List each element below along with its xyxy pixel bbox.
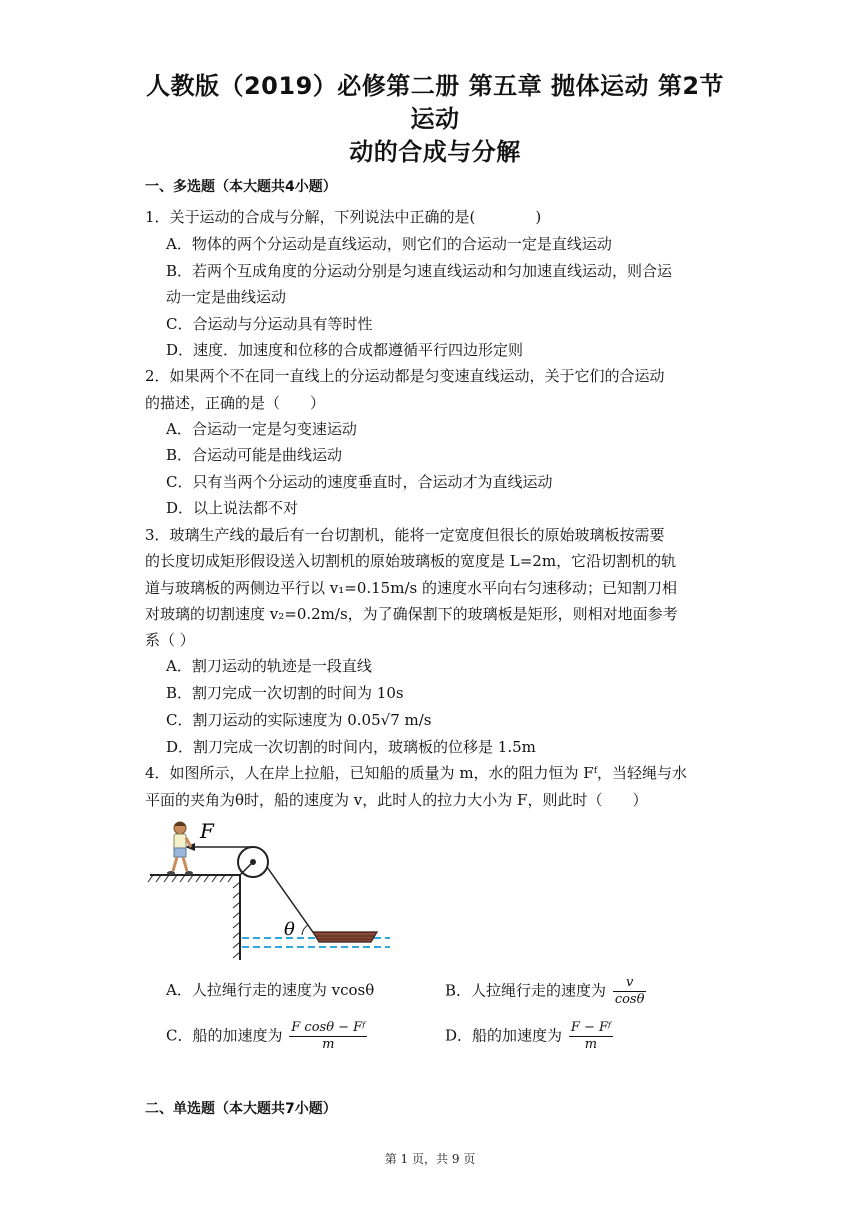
title-line-2: 动的合成与分解 xyxy=(349,138,521,166)
page-footer: 第 1 页，共 9 页 xyxy=(384,1152,476,1166)
angle-arc xyxy=(302,925,308,935)
q4-option-c-text: C．船的加速度为 xyxy=(166,1026,283,1045)
q1-option-d: D．速度．加速度和位移的合成都遵循平行四边形定则 xyxy=(166,341,524,359)
q4-option-b-fraction xyxy=(613,975,647,1008)
q3-option-d: D．割刀完成一次切割的时间内，玻璃板的位移是 1.5m xyxy=(166,738,536,756)
q1-option-c: C．合运动与分运动具有等时性 xyxy=(166,315,373,333)
q1-option-b: B．若两个互成角度的分运动分别是匀速直线运动和匀加速直线运动，则合运 xyxy=(166,262,673,280)
title-line-1: 人教版（2019）必修第二册 第五章 抛体运动 第2节 运动 xyxy=(145,72,725,133)
q1-stem: 1．关于运动的合成与分解，下列说法中正确的是( ) xyxy=(145,208,542,226)
q4-stem: 4．如图所示，人在岸上拉船，已知船的质量为 m，水的阻力恒为 Fᶠ，当轻绳与水 xyxy=(145,764,688,782)
force-label: F xyxy=(200,819,214,843)
q4-option-d-text: D．船的加速度为 xyxy=(445,1026,563,1045)
section-heading-multi-choice: 一、多选题（本大题共4小题） xyxy=(145,179,337,195)
q3-option-b: B．割刀完成一次切割的时间为 10s xyxy=(166,684,404,702)
q3-stem-2: 的长度切成矩形假设送入切割机的原始玻璃板的宽度是 L=2m，它沿切割机的轨 xyxy=(145,552,677,570)
q4-option-d-fraction xyxy=(569,1020,613,1053)
q2-option-c: C．只有当两个分运动的速度垂直时，合运动才为直线运动 xyxy=(166,473,553,491)
q4-option-b-text: B．人拉绳行走的速度为 xyxy=(445,981,607,1000)
boat xyxy=(313,932,377,942)
pulley-axle xyxy=(250,859,256,865)
q4-option-c-denominator: m xyxy=(322,1037,335,1052)
q4-option-c-numerator: F cosθ − Fᶠ xyxy=(291,1020,366,1035)
q1-option-b-cont: 动一定是曲线运动 xyxy=(166,288,287,306)
q2-option-d: D．以上说法都不对 xyxy=(166,499,299,517)
q4-option-d-numerator: F − Fᶠ xyxy=(570,1020,612,1035)
q4-option-d xyxy=(445,1020,613,1053)
q4-option-a: A．人拉绳行走的速度为 vcosθ xyxy=(166,981,375,999)
theta-label: θ xyxy=(284,919,295,940)
q2-stem-cont: 的描述，正确的是（ ） xyxy=(145,394,326,412)
q2-stem: 2．如果两个不在同一直线上的分运动都是匀变速直线运动，关于它们的合运动 xyxy=(145,367,665,385)
q3-stem: 3．玻璃生产线的最后有一台切割机，能将一定宽度但很长的原始玻璃板按需要 xyxy=(145,526,665,544)
wall-hatch xyxy=(233,875,240,960)
q3-option-a: A．割刀运动的轨迹是一段直线 xyxy=(166,657,372,675)
q2-option-a: A．合运动一定是匀变速运动 xyxy=(166,420,357,438)
q2-option-b: B．合运动可能是曲线运动 xyxy=(166,446,343,464)
q4-option-b xyxy=(445,975,646,1008)
document-title xyxy=(140,70,730,169)
section-heading-single-choice: 二、单选题（本大题共7小题） xyxy=(145,1101,337,1117)
q4-option-c-fraction xyxy=(289,1020,367,1053)
q1-option-a: A．物体的两个分运动是直线运动，则它们的合运动一定是直线运动 xyxy=(166,235,612,253)
q3-stem-4: 对玻璃的切割速度 v₂=0.2m/s，为了确保割下的玻璃板是矩形，则相对地面参考 xyxy=(145,605,678,623)
q3-stem-3: 道与玻璃板的两侧边平行以 v₁=0.15m/s 的速度水平向右匀速移动；已知割刀相 xyxy=(145,579,677,597)
q4-option-c xyxy=(166,1020,367,1053)
q4-option-b-numerator: v xyxy=(613,975,647,992)
q4-option-d-denominator: m xyxy=(584,1037,598,1052)
q4-option-b-denominator: cosθ xyxy=(614,992,645,1007)
ground-hatch xyxy=(148,875,240,882)
pulley-boat-figure xyxy=(145,818,395,968)
q4-stem-2: 平面的夹角为θ时，船的速度为 v，此时人的拉力大小为 F，则此时（ ） xyxy=(145,791,648,809)
q3-option-c: C．割刀运动的实际速度为 0.05√7 m/s xyxy=(166,711,432,729)
q3-stem-5: 系（ ） xyxy=(145,631,195,649)
